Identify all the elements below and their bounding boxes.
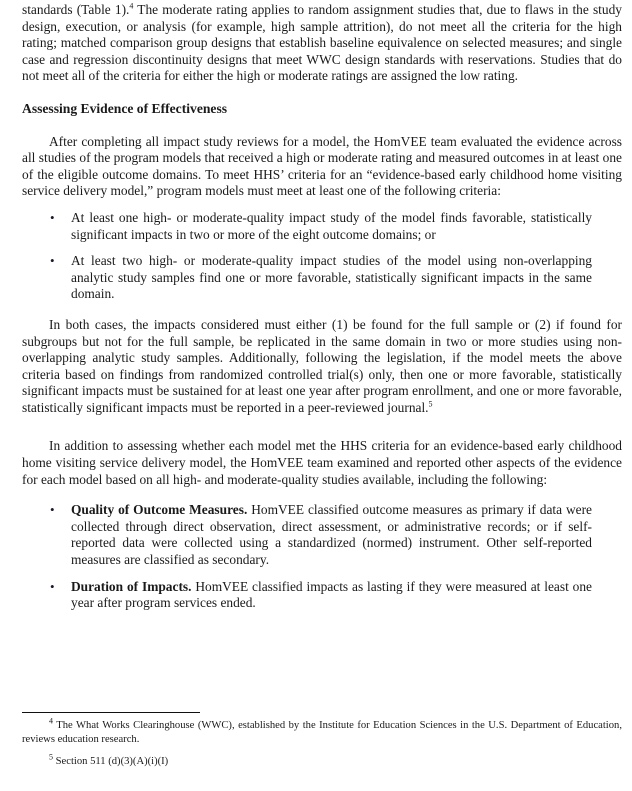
criteria-list-item: [22, 210, 622, 243]
aspects-list: [22, 502, 622, 612]
aspects-list-item: [22, 502, 622, 568]
footnote-text: The What Works Clearinghouse (WWC), established by the Institute for Education Sciences in the U.S. Department of Education, reviews education research.: [22, 720, 622, 745]
bullet-icon: •: [50, 578, 55, 594]
bullet-icon: •: [50, 209, 55, 225]
both-cases-paragraph: [22, 317, 622, 417]
footnote-number: 4: [49, 716, 53, 726]
document-body: [22, 2, 622, 612]
aspect-text: HomVEE classified outcome measures as primary if data were collected through direct observation, direct assessment, or administrative records; or if self-reported data were collected using a standardized (normed) instrument. Other self-reported measures are classified as secondary.: [71, 502, 592, 568]
aspects-list-item: [22, 579, 622, 612]
criteria-list: [22, 210, 622, 303]
intro-text-part1: standards (Table 1).: [22, 2, 130, 17]
section-heading: Assessing Evidence of Effectiveness: [22, 100, 228, 116]
aspect-title: Duration of Impacts.: [71, 578, 192, 594]
footnote-5: [22, 752, 622, 769]
criteria-list-item: [22, 253, 622, 303]
intro-paragraph: [22, 2, 622, 85]
criteria-text: At least one high- or moderate-quality impact study of the model finds favorable, statistically significant impacts in two or more of the eight outcome domains; or: [71, 209, 592, 242]
aspect-text: HomVEE classified impacts as lasting if they were measured at least one year after program services ended.: [71, 578, 592, 611]
footnote-ref-4[interactable]: 4: [129, 1, 134, 11]
footnotes: [22, 716, 622, 769]
intro-text-part2: The moderate rating applies to random assignment studies that, due to flaws in the study design, execution, or analysis (for example, high sample attrition), do not meet all the criteria for the high rating; matched comparison group designs that establish baseline equivalence on selected measures; and single case and regression discontinuity designs that meet WWC design standards with reservations. Studies that do not meet all of the criteria for either the high or moderate ratings are assigned the low rating.: [22, 2, 622, 84]
footnote-4: [22, 716, 622, 746]
evaluation-paragraph: After completing all impact study reviews for a model, the HomVEE team evaluated the evidence across all studies of the program models that received a high or moderate rating and measured outcomes in at least one of the eligible outcome domains. To meet HHS’ criteria for an “evidence-based early childhood home visiting service delivery model,” program models must meet at least one of the following criteria:: [22, 133, 622, 199]
footnote-separator: [22, 712, 200, 713]
addition-paragraph: In addition to assessing whether each model met the HHS criteria for an evidence-based early childhood home visiting service delivery model, the HomVEE team examined and reported other aspects of the evidence for each model based on all high- and moderate-quality studies available, including the following:: [22, 438, 622, 487]
footnote-text: Section 511 (d)(3)(A)(i)(I): [53, 756, 169, 768]
footnote-ref-5[interactable]: 5: [428, 399, 433, 409]
bullet-icon: •: [50, 253, 55, 269]
bullet-icon: •: [50, 502, 55, 518]
both-cases-text: In both cases, the impacts considered must either (1) be found for the full sample or (2) if found for subgroups but not for the full sample, be replicated in the same domain in two or more studies using non-overlapping analytic study samples. Additionally, following the legislation, if the model meets the above criteria based on findings from randomized controlled trial(s) only, then one or more favorable, statistically significant impacts must be sustained for at least one year after program enrollment, and one or more favorable, statistically significant impacts must be reported in a peer-reviewed journal.: [22, 316, 622, 415]
aspect-title: Quality of Outcome Measures.: [71, 502, 248, 518]
footnote-number: 5: [49, 752, 53, 762]
criteria-text: At least two high- or moderate-quality impact studies of the model using non-overlapping analytic study samples find one or more favorable, statistically significant impacts in the same domain.: [71, 253, 592, 302]
